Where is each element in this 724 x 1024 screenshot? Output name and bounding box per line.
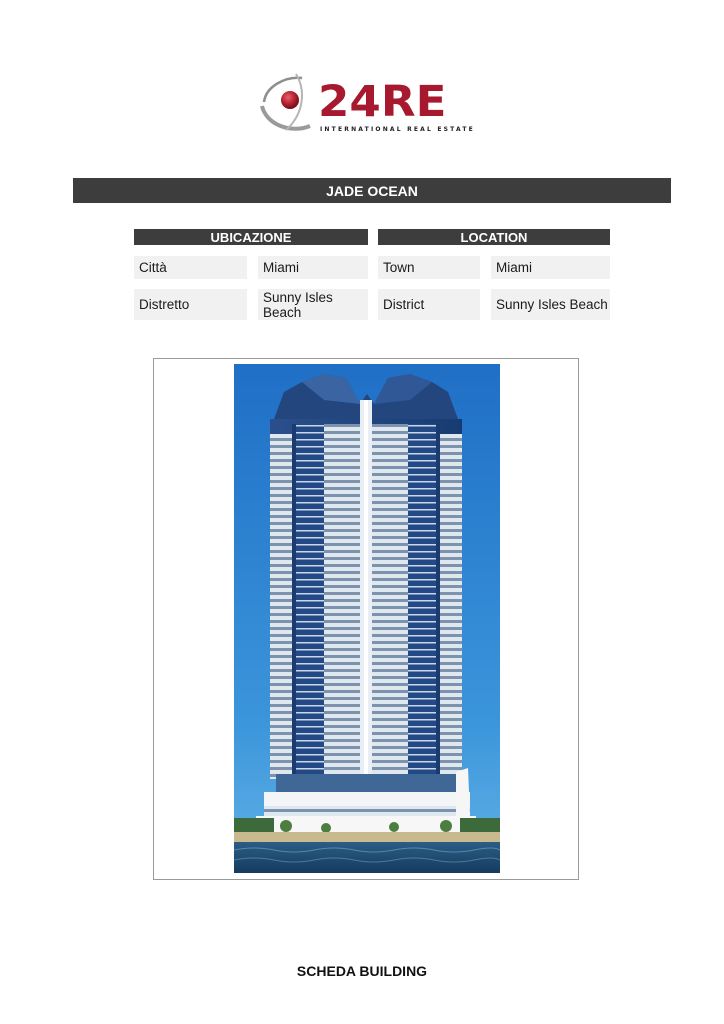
globe-swoosh-icon bbox=[256, 70, 326, 136]
page-title: JADE OCEAN bbox=[73, 178, 671, 203]
building-photo bbox=[234, 364, 500, 873]
district-label: District bbox=[378, 289, 480, 320]
company-logo bbox=[256, 70, 475, 136]
citta-label: Città bbox=[134, 256, 247, 279]
logo-wordmark: 24RE bbox=[318, 77, 447, 127]
citta-value: Miami bbox=[258, 256, 368, 279]
distretto-value: Sunny Isles Beach bbox=[258, 289, 368, 320]
district-value: Sunny Isles Beach bbox=[491, 289, 610, 320]
town-value: Miami bbox=[491, 256, 610, 279]
footer-title: SCHEDA BUILDING bbox=[296, 963, 428, 979]
distretto-label: Distretto bbox=[134, 289, 247, 320]
location-header: LOCATION bbox=[378, 229, 610, 245]
town-label: Town bbox=[378, 256, 480, 279]
ubicazione-header: UBICAZIONE bbox=[134, 229, 368, 245]
logo-subtitle: INTERNATIONAL REAL ESTATE bbox=[320, 126, 475, 133]
